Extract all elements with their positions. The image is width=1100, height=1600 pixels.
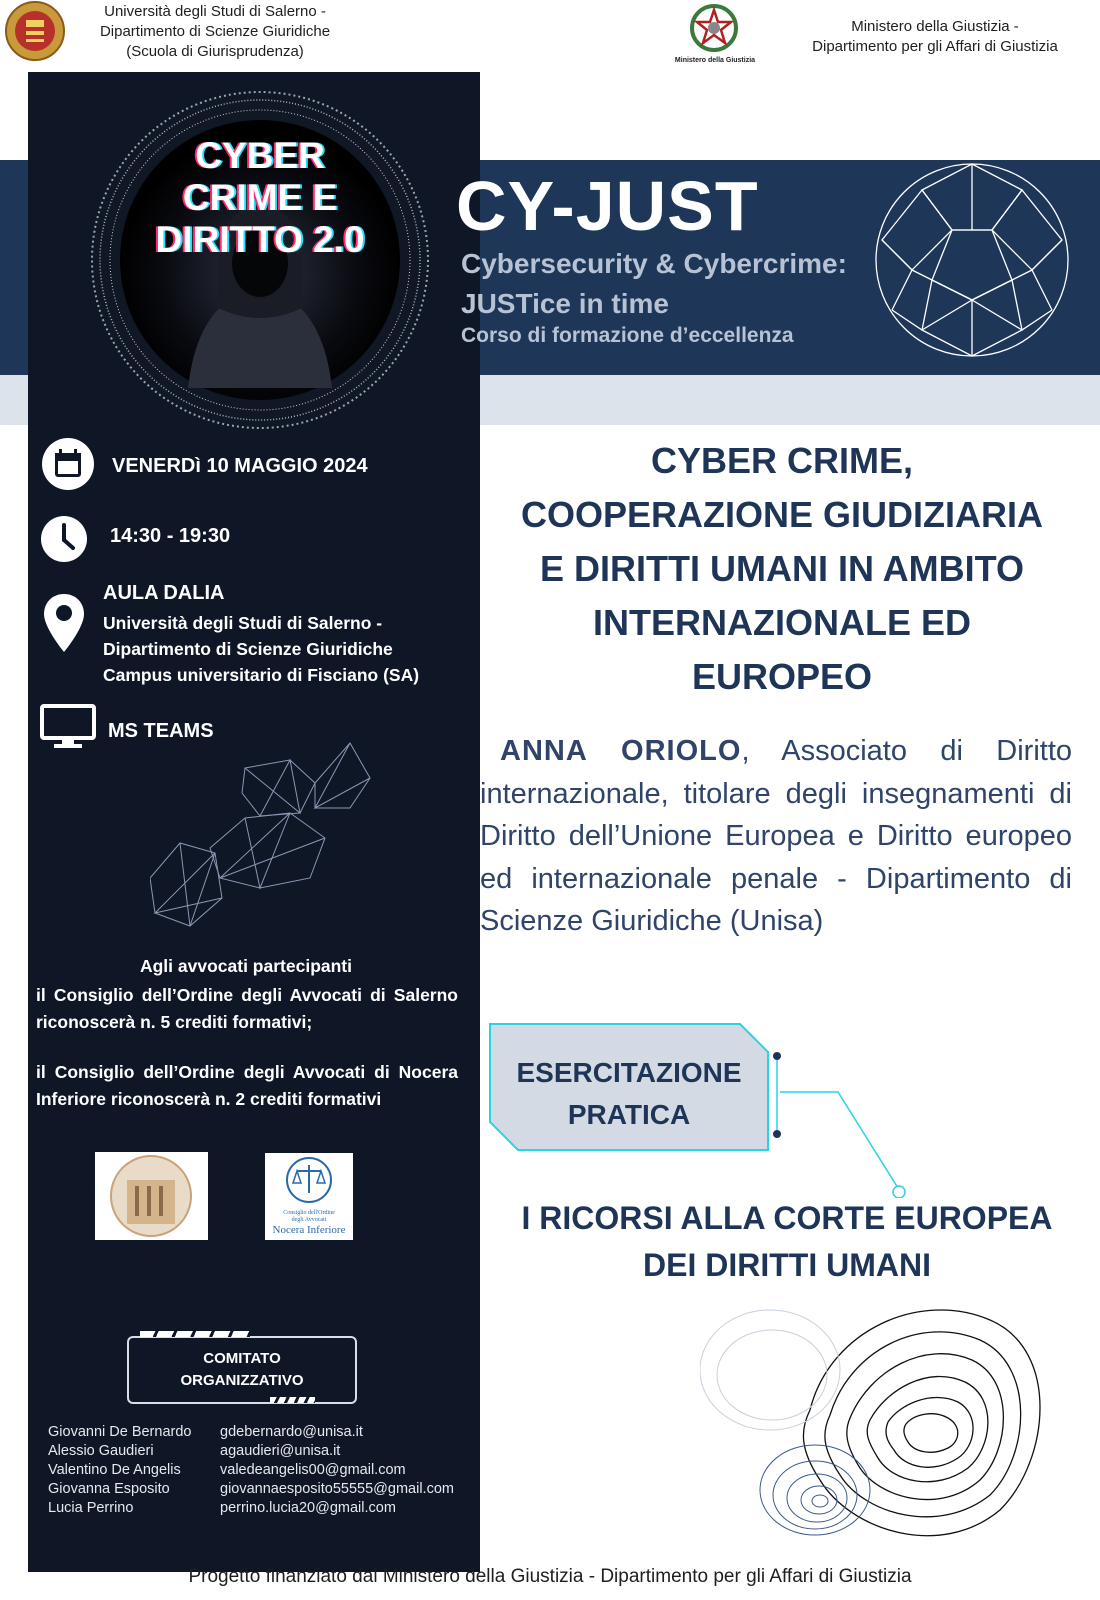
- member-email: perrino.lucia20@gmail.com: [220, 1500, 396, 1516]
- practice-line: ESERCITAZIONE: [516, 1057, 742, 1088]
- title-line: E DIRITTI UMANI IN AMBITO: [540, 548, 1024, 589]
- emblem-caption: Ministero della Giustizia: [674, 57, 756, 64]
- clock-icon: [40, 515, 88, 563]
- nocera-logo-line: Nocera Inferiore: [272, 1224, 346, 1236]
- event-date: VENERDì 10 MAGGIO 2024: [112, 455, 368, 477]
- badge-line: DIRITTO 2.0: [155, 219, 365, 260]
- committee-label-line: ORGANIZZATIVO: [180, 1372, 304, 1389]
- member-name: Lucia Perrino: [48, 1500, 134, 1516]
- badge-line: CYBER: [195, 135, 325, 176]
- member-email: valedeangelis00@gmail.com: [220, 1462, 406, 1478]
- venue-line: Dipartimento di Scienze Giuridiche: [103, 639, 393, 659]
- header-line: Dipartimento per gli Affari di Giustizia: [812, 38, 1058, 55]
- monitor-icon: [40, 704, 96, 750]
- credit-nocera: il Consiglio dell’Ordine degli Avvocati di Nocera Inferiore riconoscerà n. 2 crediti formativi: [36, 1062, 458, 1109]
- member-name: Giovanna Esposito: [48, 1481, 170, 1497]
- contour-lines-graphic: [700, 1290, 1060, 1540]
- connector-line-graphic: [768, 1048, 918, 1198]
- committee-names: [48, 1423, 191, 1518]
- header-line: Dipartimento di Scienze Giuridiche: [99, 23, 331, 40]
- member-email: agaudieri@unisa.it: [220, 1443, 341, 1459]
- badge-line: CRIME E: [182, 177, 338, 218]
- member-name: Giovanni De Bernardo: [48, 1424, 192, 1440]
- university-header: [70, 2, 360, 62]
- location-pin-icon: [42, 592, 86, 654]
- title-line: COOPERAZIONE GIUDIZIARIA: [520, 494, 1044, 535]
- member-email: giovannaesposito55555@gmail.com: [220, 1481, 454, 1497]
- header-line: Ministero della Giustizia -: [851, 18, 1019, 35]
- title-line: CYBER CRIME,: [650, 440, 914, 481]
- credit-salerno: il Consiglio dell’Ordine degli Avvocati di Salerno riconoscerà n. 5 crediti formativi;: [36, 985, 458, 1032]
- committee-label-line: COMITATO: [203, 1350, 281, 1367]
- member-email: gdebernardo@unisa.it: [220, 1424, 363, 1440]
- topic-title: [482, 1195, 1092, 1289]
- subtitle-line: JUSTice in time: [461, 288, 670, 319]
- event-time: 14:30 - 19:30: [110, 525, 231, 547]
- committee-label-box: [127, 1336, 357, 1404]
- venue-line: Campus universitario di Fisciano (SA): [103, 665, 420, 685]
- unisa-seal: [4, 0, 66, 62]
- salerno-bar-logo: [95, 1152, 208, 1240]
- network-mesh-graphic: [150, 738, 372, 928]
- seminar-title: [482, 434, 1082, 704]
- committee-box-stripe: [270, 1397, 315, 1403]
- project-subtitle: [461, 244, 847, 324]
- nocera-logo-line: Consiglio dell'Ordine: [283, 1210, 335, 1216]
- committee-emails: [220, 1423, 454, 1518]
- italian-emblem: [688, 2, 740, 54]
- credits-block: [36, 982, 458, 1112]
- practice-box: [488, 1022, 770, 1152]
- title-line: EUROPEO: [691, 656, 873, 697]
- member-name: Valentino De Angelis: [48, 1462, 181, 1478]
- member-name: Alessio Gaudieri: [48, 1443, 154, 1459]
- subtitle-line: Cybersecurity & Cybercrime:: [461, 248, 847, 279]
- geodesic-sphere-graphic: [872, 160, 1072, 360]
- practice-label: [488, 1022, 770, 1136]
- calendar-icon: [42, 438, 94, 490]
- project-tagline: Corso di formazione d’eccellenza: [461, 324, 794, 347]
- speaker-description: , Associato di Diritto internazionale, titolare degli insegnamenti di Diritto dell’Unione Europea e Diritto europeo ed internazionale penale - Dipartimento di Scienze Giuridiche (Unisa): [480, 735, 1073, 937]
- online-platform: MS TEAMS: [108, 720, 214, 742]
- venue-name: AULA DALIA: [103, 582, 225, 604]
- practice-line: PRATICA: [567, 1099, 691, 1130]
- badge-title: [100, 135, 420, 261]
- header-line: (Scuola di Giurisprudenza): [126, 43, 304, 60]
- speaker-bio: [480, 730, 1072, 943]
- nocera-bar-logo: [265, 1153, 353, 1240]
- committee-label: [129, 1338, 355, 1392]
- topic-line: I RICORSI ALLA CORTE EUROPEA: [521, 1200, 1053, 1236]
- credits-heading: Agli avvocati partecipanti: [139, 956, 352, 976]
- venue-line: Università degli Studi di Salerno -: [103, 613, 383, 633]
- speaker-name: ANNA ORIOLO: [500, 735, 742, 767]
- header-line: Università degli Studi di Salerno -: [104, 3, 326, 20]
- title-line: INTERNAZIONALE ED: [593, 602, 971, 643]
- ministry-header: [785, 17, 1085, 57]
- committee-box-stripe: [140, 1331, 250, 1337]
- venue-address: [103, 610, 419, 688]
- topic-line: DEI DIRITTI UMANI: [643, 1247, 931, 1283]
- footer-funding-note: Progetto finanziato dal Ministero della Giustizia - Dipartimento per gli Affari di Giustizia: [188, 1566, 912, 1587]
- project-title: CY-JUST: [456, 167, 759, 245]
- nocera-logo-line: degli Avvocati: [291, 1217, 327, 1223]
